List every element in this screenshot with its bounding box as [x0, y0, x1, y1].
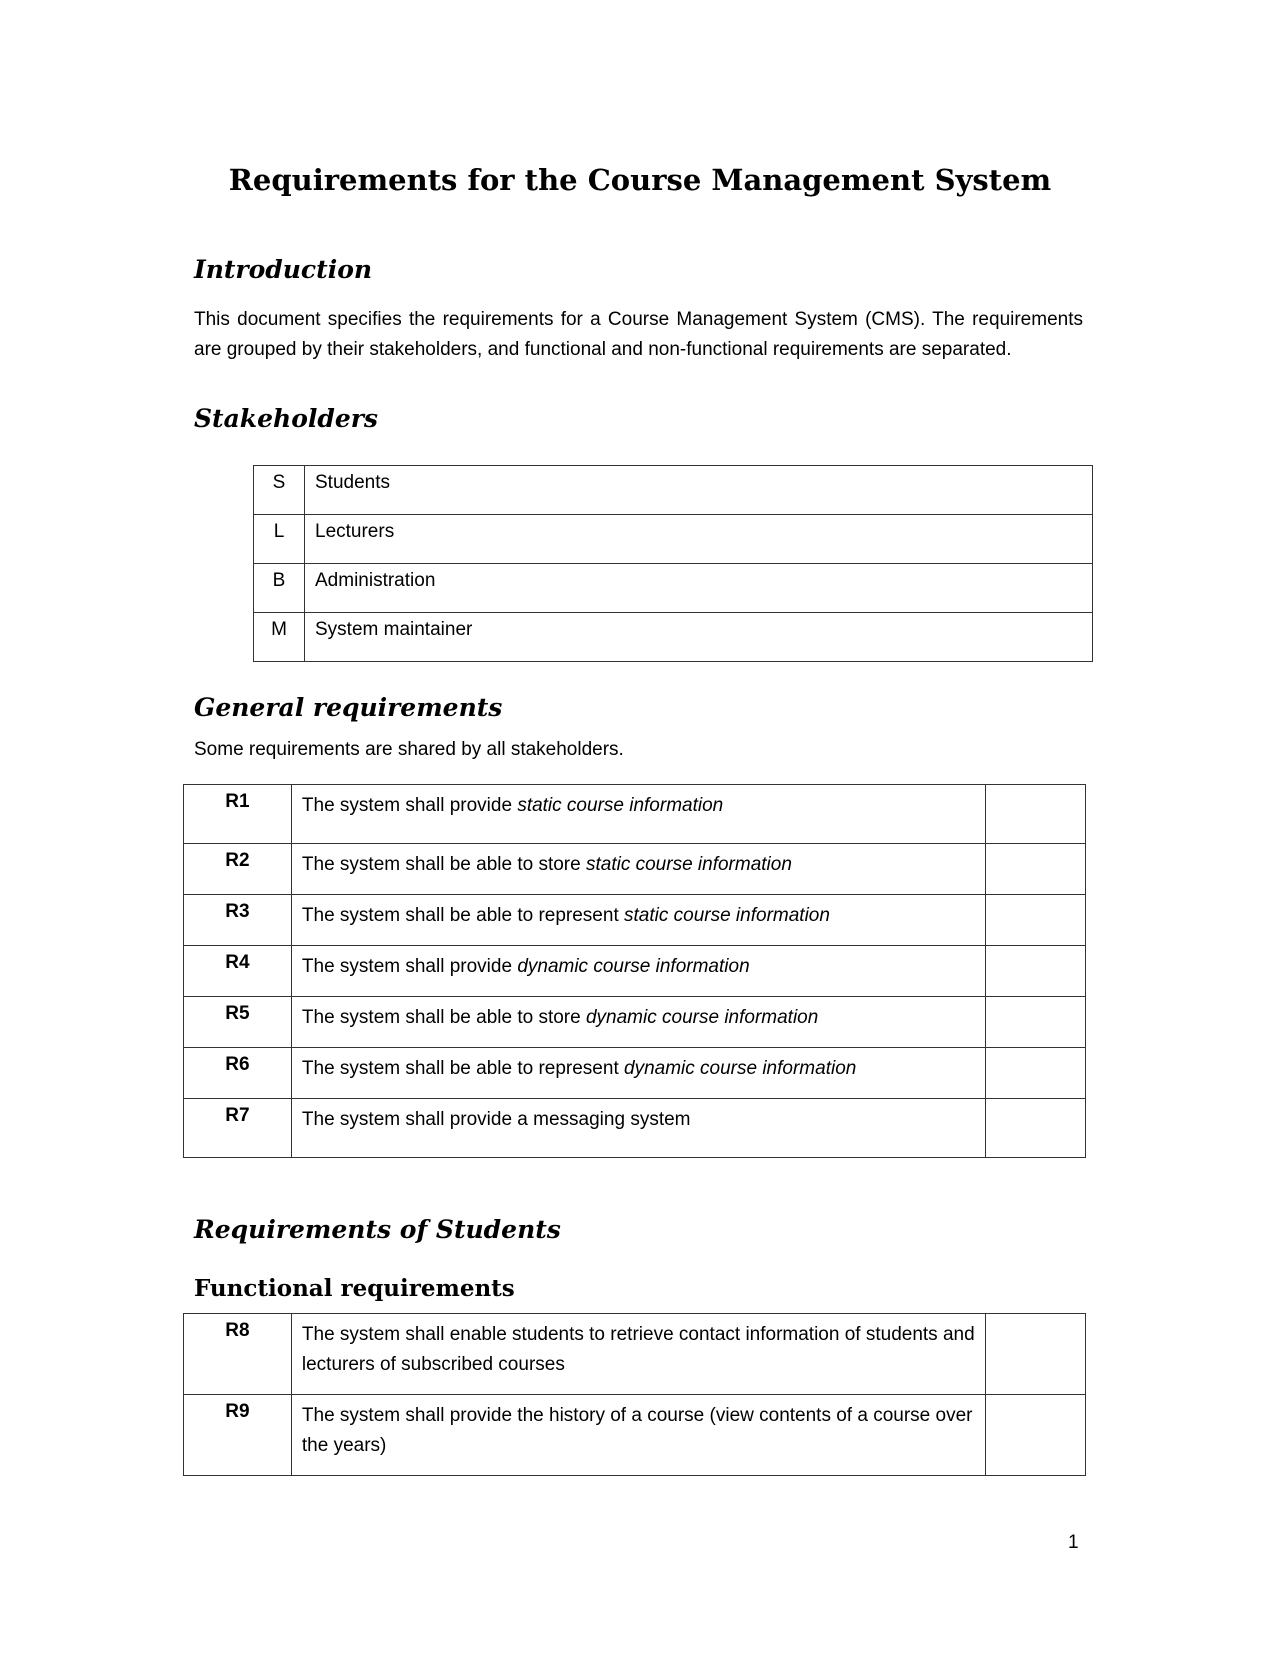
table-row — [184, 946, 1086, 997]
requirement-mark-cell — [986, 1395, 1086, 1476]
requirement-mark-cell — [986, 895, 1086, 946]
table-row — [184, 844, 1086, 895]
table-row — [254, 613, 1093, 662]
stakeholder-name: System maintainer — [305, 613, 1093, 662]
introduction-paragraph: This document specifies the requirements for a Course Management System (CMS). The requirements are grouped by their stakeholders, and functional and non-functional requirements are separated. — [194, 309, 1083, 360]
requirement-id: R8 — [184, 1314, 292, 1395]
requirement-text-plain: The system shall be able to represent — [301, 905, 624, 926]
requirement-mark-cell — [986, 1099, 1086, 1158]
functional-requirements-heading: Functional requirements — [194, 1275, 515, 1302]
table-row — [184, 997, 1086, 1048]
students-requirements-heading: Requirements of Students — [194, 1215, 561, 1244]
stakeholder-name: Administration — [305, 564, 1093, 613]
requirement-mark-cell — [986, 946, 1086, 997]
requirement-text-emphasis: static course information — [585, 854, 792, 875]
requirement-id: R7 — [184, 1099, 292, 1158]
table-row — [254, 466, 1093, 515]
requirement-id: R3 — [184, 895, 292, 946]
requirement-mark-cell — [986, 997, 1086, 1048]
stakeholder-code: S — [254, 466, 305, 515]
table-row — [184, 785, 1086, 844]
requirement-mark-cell — [986, 1314, 1086, 1395]
requirement-text-plain: The system shall be able to store — [301, 854, 586, 875]
requirement-text-plain: The system shall be able to represent — [301, 1058, 624, 1079]
requirement-text — [291, 844, 985, 895]
requirement-text-plain: The system shall enable students to retrieve contact information of students and lecturers of subscribed courses — [301, 1324, 975, 1375]
table-row — [184, 1314, 1086, 1395]
page-title: Requirements for the Course Management System — [228, 163, 1052, 197]
requirement-text — [291, 1314, 985, 1395]
requirement-mark-cell — [986, 785, 1086, 844]
stakeholder-name: Students — [305, 466, 1093, 515]
stakeholder-code: M — [254, 613, 305, 662]
stakeholders-heading: Stakeholders — [194, 404, 379, 433]
general-requirements-intro: Some requirements are shared by all stakeholders. — [194, 739, 624, 760]
student-functional-requirements-table — [183, 1313, 1086, 1476]
requirement-id: R1 — [184, 785, 292, 844]
table-row — [184, 895, 1086, 946]
requirement-text — [291, 785, 985, 844]
requirement-text-plain: The system shall be able to store — [301, 1007, 586, 1028]
requirement-text-plain: The system shall provide — [301, 956, 518, 977]
stakeholder-name: Lecturers — [305, 515, 1093, 564]
requirement-id: R9 — [184, 1395, 292, 1476]
requirement-text-emphasis: dynamic course information — [624, 1058, 857, 1079]
requirement-text-emphasis: dynamic course information — [585, 1007, 819, 1028]
requirement-id: R5 — [184, 997, 292, 1048]
stakeholders-table — [253, 465, 1093, 662]
general-requirements-table — [183, 784, 1086, 1158]
stakeholder-code: L — [254, 515, 305, 564]
requirement-text-emphasis: static course information — [517, 795, 724, 816]
requirement-text-emphasis: static course information — [624, 905, 830, 926]
requirement-text-plain: The system shall provide a messaging system — [301, 1109, 691, 1130]
requirement-id: R4 — [184, 946, 292, 997]
requirement-text-emphasis: dynamic course information — [517, 956, 750, 977]
requirement-text — [291, 1048, 985, 1099]
table-row — [184, 1048, 1086, 1099]
stakeholder-code: B — [254, 564, 305, 613]
requirement-text-plain: The system shall provide the history of a course (view contents of a course over the years) — [301, 1405, 973, 1456]
requirement-text — [291, 946, 985, 997]
requirement-text — [291, 1395, 985, 1476]
requirement-mark-cell — [986, 844, 1086, 895]
general-requirements-heading: General requirements — [194, 693, 503, 722]
table-row — [184, 1099, 1086, 1158]
requirement-text — [291, 895, 985, 946]
requirement-text — [291, 997, 985, 1048]
page-number: 1 — [1068, 1532, 1079, 1553]
requirement-text-plain: The system shall provide — [301, 795, 518, 816]
introduction-heading: Introduction — [194, 255, 373, 284]
table-row — [254, 515, 1093, 564]
table-row — [184, 1395, 1086, 1476]
table-row — [254, 564, 1093, 613]
requirement-id: R2 — [184, 844, 292, 895]
requirement-text — [291, 1099, 985, 1158]
requirement-mark-cell — [986, 1048, 1086, 1099]
requirement-id: R6 — [184, 1048, 292, 1099]
